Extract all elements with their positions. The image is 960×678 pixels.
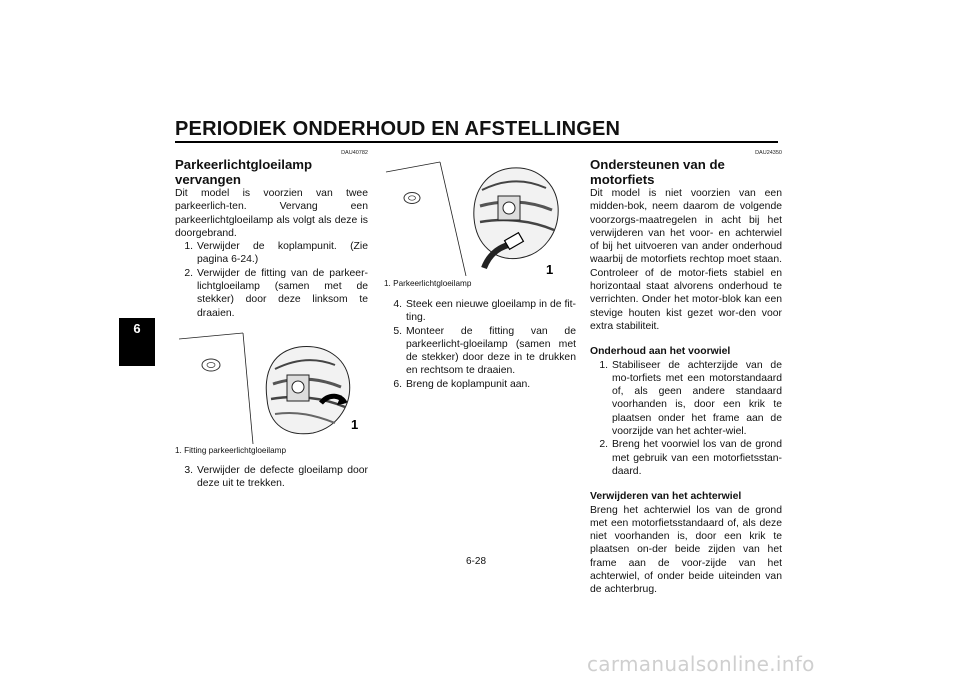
header-rule xyxy=(175,141,778,143)
page-number: 6-28 xyxy=(466,556,487,567)
intro-text: Dit model is voorzien van twee parkeerlich-ten. Vervang een parkeerlichtgloeilamp als volgt als deze is doorgebrand. xyxy=(175,188,368,239)
figure-callout-label: 1 xyxy=(351,416,359,432)
rear-wheel-text: Breng het achterwiel los van de grond met een motorfietsstandaard of, als deze niet voorhanden is, door een krik te plaatsen on-der beide zijden van het frame aan de voor-zijde van het achterwiel, of onder beide uiteinden van de achterbrug. xyxy=(590,504,782,596)
section-title: Ondersteunen van de motorfiets xyxy=(590,157,725,187)
list-item: 5. Monteer de fitting van de parkeerlicht-gloeilamp (samen met de stekker) door deze in te drukken en rechtsom te draaien. xyxy=(393,325,576,377)
list-item: 2. Breng het voorwiel los van de grond met gebruik van een motorfietsstan-daard. xyxy=(599,439,782,477)
step-list xyxy=(384,298,576,391)
watermark-text: carmanualsonline.info xyxy=(587,652,815,676)
step-list xyxy=(590,359,782,479)
list-item: 1. Verwijder de koplampunit. (Zie pagina 6-24.) xyxy=(184,241,368,266)
section-title: Parkeerlichtgloeilamp vervangen xyxy=(175,157,313,187)
step-list xyxy=(175,240,368,320)
middle-column xyxy=(384,156,576,391)
figure-caption: 1. Parkeerlichtgloeilamp xyxy=(384,279,472,288)
list-item: 3. Verwijder de defecte gloeilamp door deze uit te trekken. xyxy=(184,464,368,490)
bulb-figure xyxy=(384,156,574,276)
list-item: 6. Breng de koplampunit aan. xyxy=(393,378,531,390)
list-item: 2. Verwijder de fitting van de parkeer-lichtgloeilamp (samen met de stekker) door deze linksom te draaien. xyxy=(184,267,368,319)
section-code: DAU24350 xyxy=(755,150,782,156)
chapter-tab[interactable]: 6 xyxy=(119,318,155,366)
left-column xyxy=(175,150,368,491)
section-code: DAU40782 xyxy=(341,150,368,156)
intro-text: Dit model is niet voorzien van een midden-bok, neem daarom de volgende voorzorgs-maatregelen in acht bij het verwijderen van het voor- en achterwiel of bij het uitvoeren van ander onderhoud waarbij de motorfiets rechtop moet staan. Controleer of de motor-fiets stabiel en horizontaal staat alvorens onderhoud te verrichten. Onder het motor-blok kan een stevige houten kist gezet wor-den voor extra stabiliteit. xyxy=(590,188,782,332)
figure-callout-label: 1 xyxy=(546,262,554,276)
subheading-front-wheel: Onderhoud aan het voorwiel xyxy=(590,346,731,358)
headlight-fitting-figure xyxy=(175,329,365,444)
list-item: 1. Stabiliseer de achterzijde van de mo-torfiets met een motorstandaard of, als geen andere standaard voorhanden is, door een krik te plaatsen onder het frame aan de voorzijde van het achter-wiel. xyxy=(599,359,782,438)
step-list xyxy=(175,464,368,491)
list-item: 4. Steek een nieuwe gloeilamp in de fit-ting. xyxy=(393,299,576,324)
page-title: PERIODIEK ONDERHOUD EN AFSTELLINGEN xyxy=(175,118,621,140)
subheading-rear-wheel: Verwijderen van het achterwiel xyxy=(590,491,742,503)
right-column xyxy=(590,150,782,597)
figure-caption: 1. Fitting parkeerlichtgloeilamp xyxy=(175,445,287,455)
